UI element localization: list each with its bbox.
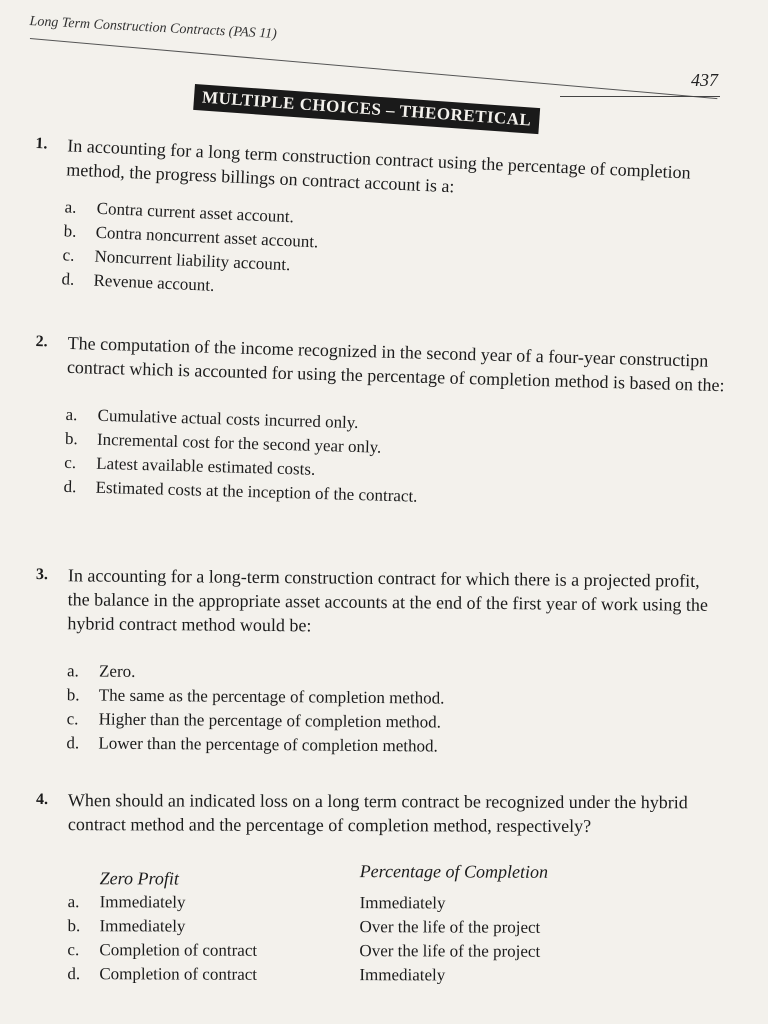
table-cell: Completion of contract <box>99 940 258 960</box>
table-cell: Over the life of the project <box>359 941 541 961</box>
option-letter: a. <box>64 197 77 217</box>
table-row <box>67 938 725 964</box>
table-row <box>67 962 725 988</box>
page-number-rule <box>560 96 720 97</box>
option-letter: c. <box>62 245 75 265</box>
option-letter: d. <box>66 733 80 753</box>
option-letter: a. <box>66 661 79 681</box>
section-banner: MULTIPLE CHOICES – THEORETICAL <box>193 84 540 134</box>
question-1 <box>29 132 725 320</box>
option-letter: b. <box>66 685 80 705</box>
option-list <box>63 403 723 517</box>
table-cell: Immediately <box>99 892 186 912</box>
table-header-row <box>68 858 726 892</box>
question-stem: The computation of the income recognized in the second year of a four-year constructipn contract which is accounted for using the percentage of completion method is based on the: <box>66 332 725 396</box>
answer-table <box>67 858 725 988</box>
option-letter: c. <box>66 709 79 729</box>
option-text: Revenue account. <box>93 270 215 295</box>
question-stem: In accounting for a long term construction contract using the percentage of completion method, the progress billings on contract account is a: <box>65 135 692 197</box>
question-stem: When should an indicated loss on a long term contract be recognized under the hybrid contract method and the percentage of completion method, respectively? <box>67 790 688 836</box>
question-2 <box>31 330 725 517</box>
option-text: Higher than the percentage of completion method. <box>98 709 441 732</box>
option-list <box>61 195 723 320</box>
option-text: Contra current asset account. <box>96 198 295 227</box>
question-number: 1. <box>35 134 48 153</box>
option-text: Latest available estimated costs. <box>96 453 316 479</box>
option-text: The same as the percentage of completion method. <box>98 685 445 708</box>
option-d <box>66 731 724 761</box>
question-stem: In accounting for a long-term construction contract for which there is a projected profit, the balance in the appropriate asset accounts at the end of the first year of work using the hybrid contract method would be: <box>67 565 709 636</box>
option-list <box>66 659 725 761</box>
table-cell: Immediately <box>99 916 186 936</box>
question-3 <box>34 563 726 761</box>
option-text: Incremental cost for the second year only. <box>96 429 382 457</box>
question-number: 3. <box>35 565 48 584</box>
question-number: 4. <box>35 791 48 809</box>
running-head: Long Term Construction Contracts (PAS 11) <box>29 14 278 42</box>
table-row <box>68 890 726 916</box>
option-letter: a. <box>65 404 78 425</box>
column-header: Zero Profit <box>99 868 179 889</box>
option-text: Contra noncurrent asset account. <box>95 222 319 252</box>
option-text: Cumulative actual costs incurred only. <box>97 405 359 433</box>
page-number: 437 <box>691 70 718 90</box>
option-letter: c. <box>64 452 77 473</box>
question-number: 2. <box>35 332 48 351</box>
option-letter: b. <box>67 916 81 936</box>
table-row <box>67 914 725 940</box>
option-letter: d. <box>67 964 81 984</box>
option-text: Zero. <box>98 661 136 681</box>
option-text: Estimated costs at the inception of the contract. <box>95 477 418 506</box>
table-cell: Immediately <box>359 893 446 913</box>
table-cell: Completion of contract <box>99 964 258 984</box>
option-letter: b. <box>63 221 77 241</box>
header-rule <box>30 38 717 99</box>
question-4 <box>35 788 726 988</box>
table-cell: Over the life of the project <box>359 917 541 937</box>
option-text: Lower than the percentage of completion method. <box>98 733 438 756</box>
option-letter: b. <box>64 428 78 449</box>
table-cell: Immediately <box>359 965 446 985</box>
option-letter: d. <box>61 269 75 289</box>
column-header: Percentage of Completion <box>359 861 549 882</box>
option-letter: a. <box>67 892 80 912</box>
option-text: Noncurrent liability account. <box>94 246 291 275</box>
option-letter: c. <box>67 940 80 960</box>
option-letter: d. <box>63 476 77 497</box>
